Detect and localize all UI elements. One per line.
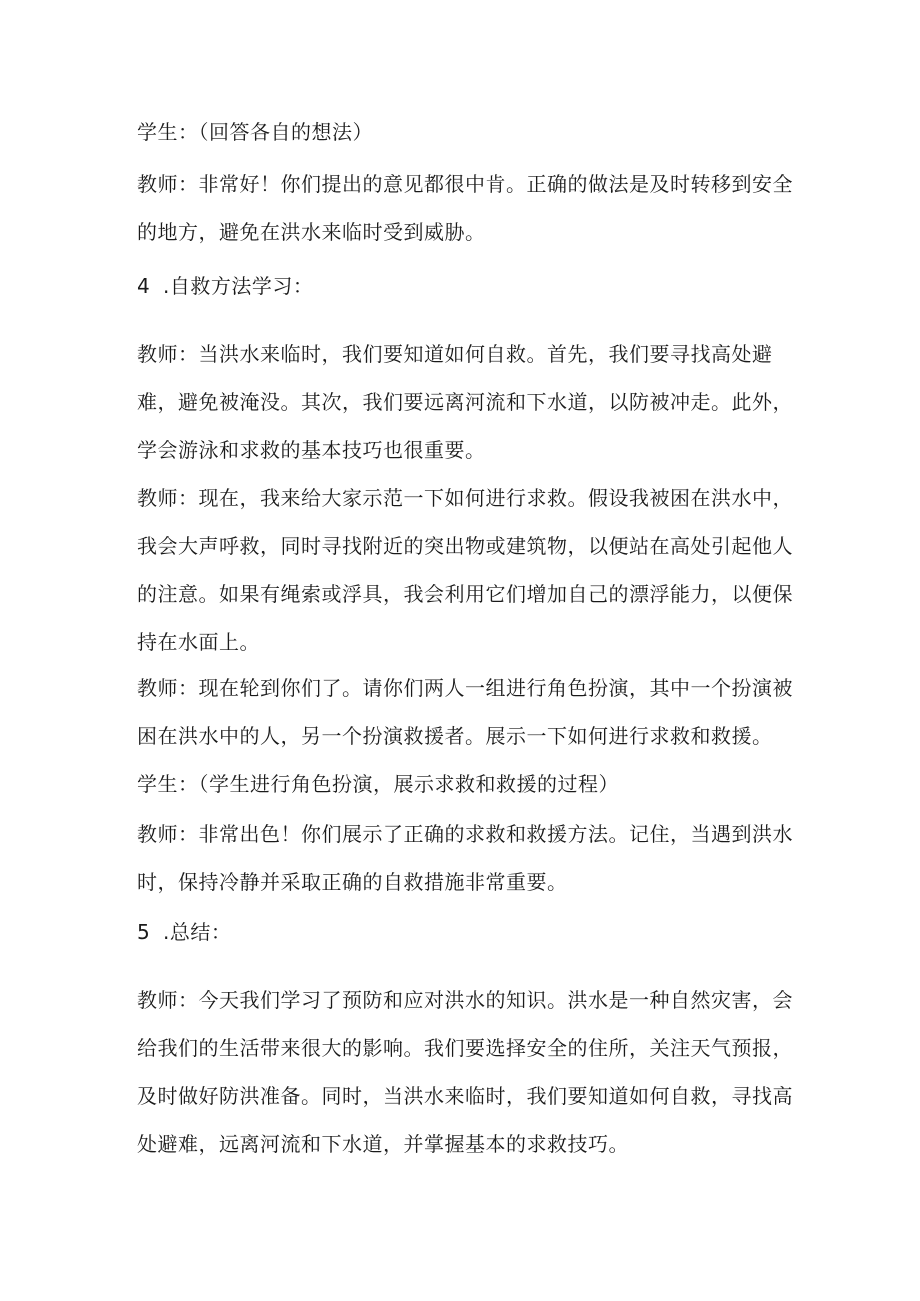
paragraph-teacher-praise: 教师：非常好！你们提出的意见都很中肯。正确的做法是及时转移到安全的地方，避免在洪水来临时受到威胁。	[137, 172, 793, 244]
section-title: .自救方法学习：	[163, 274, 314, 298]
paragraph-teacher-self-rescue: 教师：当洪水来临时，我们要知道如何自救。首先，我们要寻找高处避难，避免被淹没。其次，我们要远离河流和下水道，以防被冲走。此外，学会游泳和求救的基本技巧也很重要。	[137, 342, 793, 462]
paragraph-teacher-excellent: 教师：非常出色！你们展示了正确的求救和救援方法。记住，当遇到洪水时，保持冷静并采取正确的自救措施非常重要。	[137, 822, 793, 894]
paragraph-teacher-demo: 教师：现在，我来给大家示范一下如何进行求救。假设我被困在洪水中，我会大声呼救，同时寻找附近的突出物或建筑物，以便站在高处引起他人的注意。如果有绳索或浮具，我会利用它们增加自己的漂浮能力，以便保持在水面上。	[137, 486, 793, 654]
section-title: .总结：	[163, 920, 232, 944]
paragraph-teacher-roleplay: 教师：现在轮到你们了。请你们两人一组进行角色扮演，其中一个扮演被困在洪水中的人，另一个扮演救援者。展示一下如何进行求救和救援。	[137, 676, 793, 748]
section-number: 5	[137, 920, 151, 944]
paragraph-student-roleplay: 学生：（学生进行角色扮演，展示求救和救援的过程）	[137, 772, 619, 796]
section-number: 4	[137, 274, 151, 298]
section-heading-summary	[137, 908, 231, 956]
paragraph-student-answer: 学生：（回答各自的想法）	[137, 120, 373, 144]
section-heading-self-rescue	[137, 262, 313, 310]
paragraph-teacher-summary: 教师：今天我们学习了预防和应对洪水的知识。洪水是一种自然灾害，会给我们的生活带来很大的影响。我们要选择安全的住所，关注天气预报，及时做好防洪准备。同时，当洪水来临时，我们要知道如何自救，寻找高处避难，远离河流和下水道，并掌握基本的求救技巧。	[137, 988, 793, 1156]
